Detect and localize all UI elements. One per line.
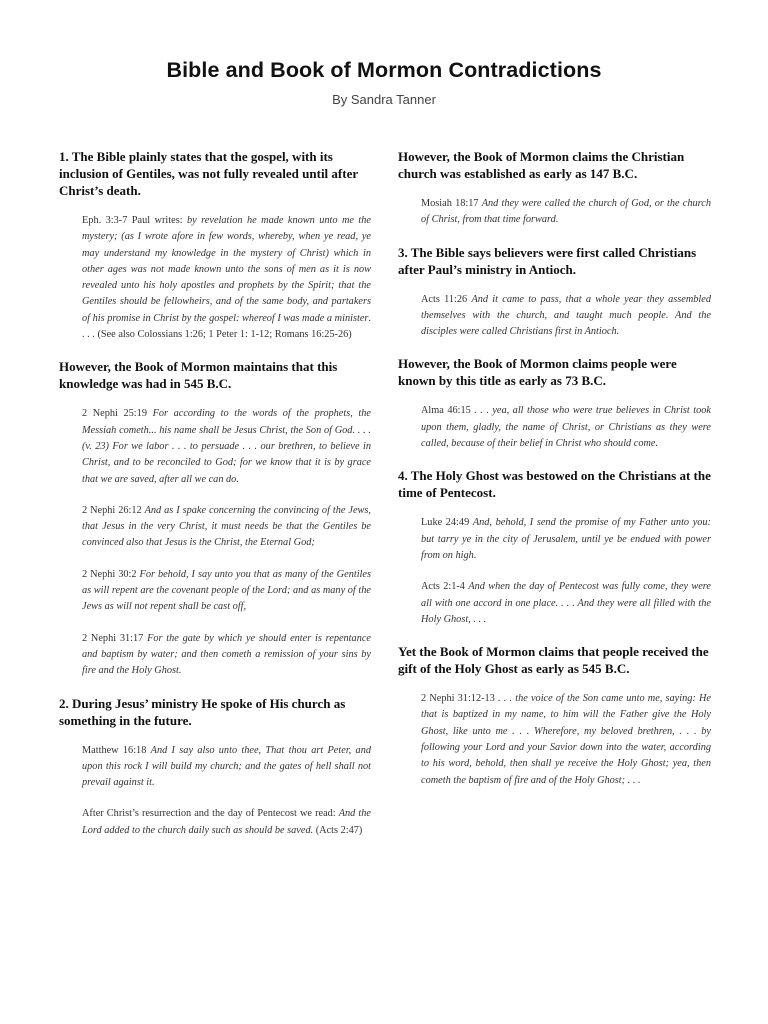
scripture-reference: Alma 46:15 (421, 405, 475, 417)
quote-text: And as I spake concerning the convincing of the Jews, that Jesus in the very Christ, it must needs be that the Gentiles be convinced also that Jesus is the Christ, the Eternal God; (82, 504, 371, 549)
scripture-reference: 2 Nephi 25:19 (82, 408, 153, 420)
scripture-quote (421, 196, 711, 229)
quote-text: And when the day of Pentecost was fully come, they were all with one accord in one place. . . . And they were all filled with the Holy Ghost, . . . (421, 581, 711, 625)
scripture-reference: 2 Nephi 31:17 (82, 632, 148, 644)
scripture-quote (421, 515, 711, 564)
quote-text: And I say also unto thee, That thou art Peter, and upon this rock I will build my church; and the gates of hell shall not prevail against it. (82, 744, 371, 789)
scripture-quote (421, 579, 711, 628)
quote-text: . . . the voice of the Son came unto me, saying: He that is baptized in my name, to him will the Father give the Holy Ghost, like unto me . . . Wherefore, my beloved brethren, . . . by following your Lord and your Savior down into the water, according to his word, behold, then shall ye receive the Holy Ghost; yea, then cometh the baptism of fire and of the Holy Ghost; . . . (421, 693, 711, 786)
quote-citation: . . . . (See also Colossians 1:26; 1 Peter 1: 1-12; Romans 16:25-26) (82, 312, 371, 341)
quote-text: For behold, I say unto you that as many of the Gentiles as will repent are the covenant people of the Lord; and as many of the Jews as will not repent shall be cast off, (82, 568, 371, 613)
quote-text: For the gate by which ye should enter is repentance and baptism by water; and then cometh a remission of your sins by fire and the Holy Ghost. (82, 632, 371, 677)
scripture-reference: Acts 11:26 (421, 293, 472, 305)
section-heading: 1. The Bible plainly states that the gospel, with its inclusion of Gentiles, was not fully revealed until after Christ’s death. (59, 149, 358, 198)
section-heading: However, the Book of Mormon claims the Christian church was established as early as 147 B.C. (398, 149, 685, 181)
author-byline: By Sandra Tanner (332, 92, 436, 107)
page-title: Bible and Book of Mormon Contradictions (166, 58, 602, 82)
scripture-reference: 2 Nephi 31:12-13 (421, 693, 498, 705)
scripture-reference: Acts 2:1-4 (421, 581, 469, 593)
scripture-quote (82, 743, 371, 792)
quote-text: And it came to pass, that a whole year they assembled themselves with the church, and taught much people. And the disciples were called Christians first in Antioch. (421, 293, 711, 338)
scripture-reference: Matthew 16:18 (82, 744, 151, 756)
scripture-reference: 2 Nephi 30:2 (82, 568, 140, 580)
scripture-quote (82, 806, 371, 839)
left-column (59, 148, 371, 854)
scripture-reference: Eph. 3:3-7 Paul writes: (82, 215, 188, 226)
scripture-quote (421, 691, 711, 789)
quote-text: by revelation he made known unto me the mystery; (as I wrote afore in few words, whereby, when ye read, ye may understand my knowledge in the mystery of Christ) which in other ages was not made known unto the sons of men as it is now revealed unto his holy apostles and prophets by the Spirit; that the Gentiles should be fellowheirs, and of the same body, and partakers of his promise in Christ by the gospel: whereof I was made a minister (82, 215, 371, 324)
scripture-quote (82, 567, 371, 616)
scripture-quote (82, 631, 371, 680)
section-heading: 4. The Holy Ghost was bestowed on the Christians at the time of Pentecost. (398, 468, 711, 501)
scripture-reference: 2 Nephi 26:12 (82, 504, 145, 516)
scripture-reference: Luke 24:49 (421, 517, 473, 529)
section-heading: Yet the Book of Mormon claims that people received the gift of the Holy Ghost as early as 545 B.C. (398, 644, 709, 677)
scripture-reference: Mosiah 18:17 (421, 198, 482, 209)
section-heading: 3. The Bible says believers were first called Christians after Paul’s ministry in Antioch. (398, 244, 697, 277)
scripture-quote (82, 503, 371, 552)
quote-text: And they were called the church of God, or the church of Christ, from that time forward. (421, 198, 712, 226)
scripture-quote (82, 406, 371, 487)
quote-text: And the Lord added to the church daily such as should be saved. (82, 808, 371, 836)
quote-text: . . . yea, all those who were true believes in Christ took upon them, gladly, the name of Christ, or Christians as they were called, because of their belief in Christ who should come. (421, 405, 711, 450)
quote-text: And, behold, I send the promise of my Father unto you: but tarry ye in the city of Jerusalem, until ye be endued with power from on high. (421, 517, 711, 561)
scripture-quote (421, 403, 711, 452)
section-heading: However, the Book of Mormon maintains that this knowledge was had in 545 B.C. (59, 359, 338, 392)
quote-citation: (Acts 2:47) (313, 824, 363, 836)
scripture-quote (421, 292, 711, 341)
quote-text: For according to the words of the prophets, the Messiah cometh... his name shall be Jesus Christ, the Son of God. . . . (v. 23) For we labor . . . to persuade . . . our brethren, to believe in Christ, and to be reconciled to God; for we know that it is by grace that we are saved, after all we can do. (82, 408, 371, 485)
scripture-quote (82, 213, 371, 343)
scripture-reference: After Christ’s resurrection and the day of Pentecost we read: (82, 808, 339, 820)
section-heading: 2. During Jesus’ ministry He spoke of His church as something in the future. (59, 695, 346, 728)
right-column (398, 148, 711, 804)
section-heading: However, the Book of Mormon claims people were known by this title as early as 73 B.C. (398, 356, 677, 389)
